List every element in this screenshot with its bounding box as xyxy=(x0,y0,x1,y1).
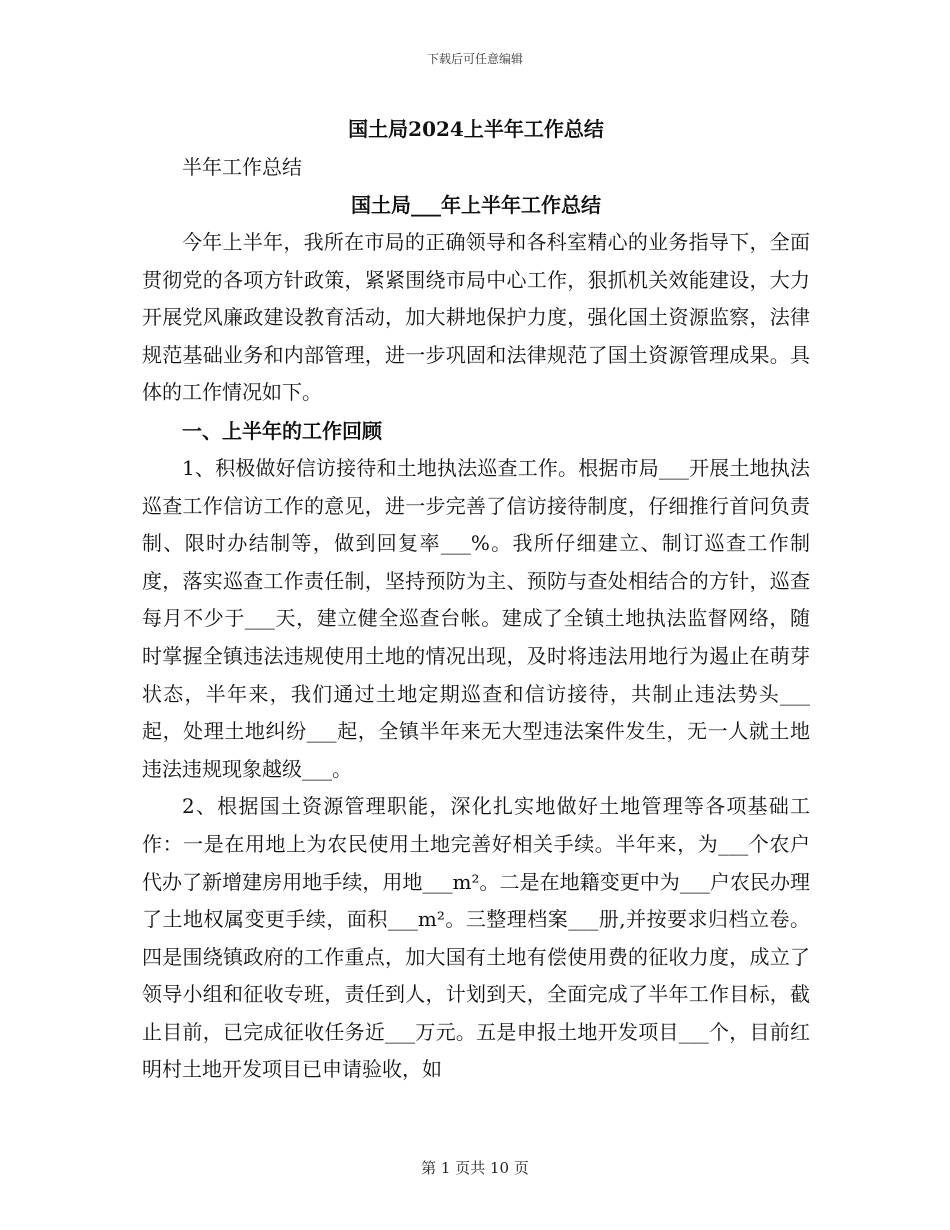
subtitle-line: 半年工作总结 xyxy=(182,155,302,179)
item1-paragraph: 1、积极做好信访接待和土地执法巡查工作。根据市局___开展土地执法巡查工作信访工作的意见，进一步完善了信访接待制度，仔细推行首问负责制、限时办结制等，做到回复率___%。我所仔细建立、制订巡查工作制度，落实巡查工作责任制，坚持预防为主、预防与查处相结合的方针，巡查每月不少于___天，建立健全巡查台帐。建成了全镇土地执法监督网络，随时掌握全镇违法违规使用土地的情况出现，及时将违法用地行为遏止在萌芽状态，半年来，我们通过土地定期巡查和信访接待，共制止违法势头___起，处理土地纠纷___起，全镇半年来无大型违法案件发生，无一人就土地违法违规现象越级___。 xyxy=(142,455,810,781)
inner-title: 国土局___年上半年工作总结 xyxy=(351,193,601,217)
document-title: 国土局2024上半年工作总结 xyxy=(348,117,604,141)
page-header: 下载后可任意编辑 xyxy=(426,52,523,66)
document-body xyxy=(142,110,810,1089)
section1-heading: 一、上半年的工作回顾 xyxy=(182,418,382,443)
page-footer: 第 1 页共 10 页 xyxy=(421,1159,529,1177)
item2-paragraph: 2、根据国土资源管理职能，深化扎实地做好土地管理等各项基础工作：一是在用地上为农民使用土地完善好相关手续。半年来，为___个农户代办了新增建房用地手续，用地___m²。二是在地籍变更中为___户农民办理了土地权属变更手续，面积___m²。三整理档案___册,并按要求归档立卷。四是围绕镇政府的工作重点，加大国有土地有偿使用费的征收力度，成立了领导小组和征收专班，责任到人，计划到天，全面完成了半年工作目标，截止目前，已完成征收任务近___万元。五是申报土地开发项目___个，目前红明村土地开发项目已申请验收，如 xyxy=(142,794,810,1082)
intro-paragraph: 今年上半年，我所在市局的正确领导和各科室精心的业务指导下，全面贯彻党的各项方针政策，紧紧围绕市局中心工作，狠抓机关效能建设，大力开展党风廉政建设教育活动，加大耕地保护力度，强化国土资源监察，法律规范基础业务和内部管理，进一步巩固和法律规范了国土资源管理成果。具体的工作情况如下。 xyxy=(142,230,810,405)
